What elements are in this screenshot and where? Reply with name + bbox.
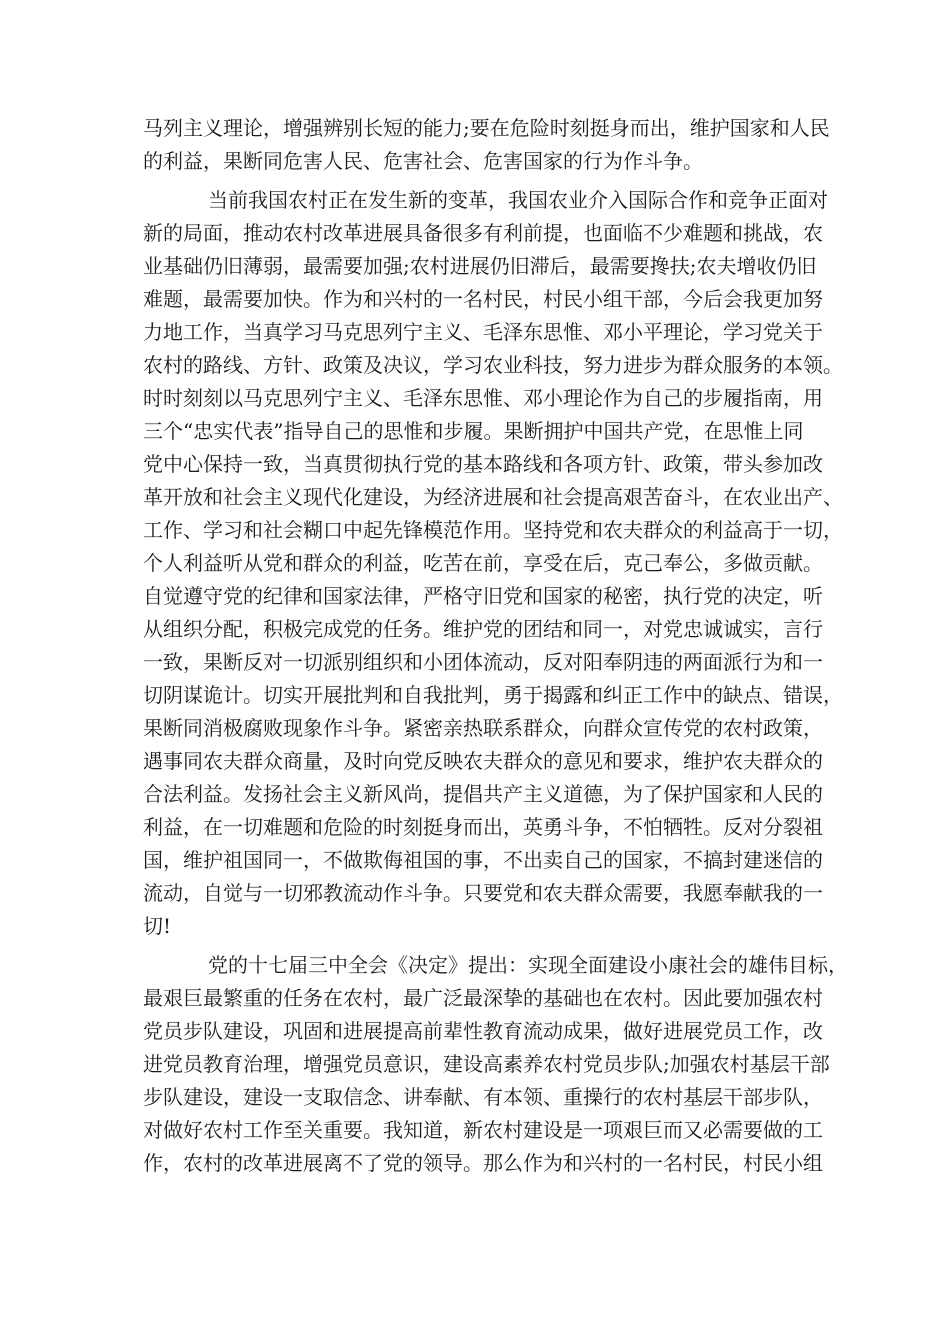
text-line: 果断同消极腐败现象作斗争。紧密亲热联系群众，向群众宣传党的农村政策， (143, 716, 823, 740)
text-line: 党的十七届三中全会《决定》提出：实现全面建设小康社会的雄伟目标， (208, 953, 848, 977)
text-line: 工作、学习和社会糊口中起先锋模范作用。坚持党和农夫群众的利益高于一切， (143, 518, 843, 542)
text-line: 力地工作，当真学习马克思列宁主义、毛泽东思惟、邓小平理论，学习党关于 (143, 320, 823, 344)
text-line: 的利益，果断同危害人民、危害社会、危害国家的行为作斗争。 (143, 149, 703, 173)
text-line: 革开放和社会主义现代化建设，为经济进展和社会提高艰苦奋斗，在农业出产、 (143, 485, 843, 509)
text-line: 国，维护祖国同一，不做欺侮祖国的事，不出卖自己的国家，不搞封建迷信的 (143, 848, 823, 872)
text-line: 难题，最需要加快。作为和兴村的一名村民，村民小组干部，今后会我更加努 (143, 287, 823, 311)
text-line: 合法利益。发扬社会主义新风尚，提倡共产主义道德，为了保护国家和人民的 (143, 782, 823, 806)
text-line: 对做好农村工作至关重要。我知道，新农村建设是一项艰巨而又必需要做的工 (143, 1118, 823, 1142)
text-line: 个人利益听从党和群众的利益，吃苦在前，享受在后，克己奉公，多做贡献。 (143, 551, 823, 575)
text-line: 切阴谋诡计。切实开展批判和自我批判，勇于揭露和纠正工作中的缺点、错误， (143, 683, 843, 707)
text-line: 利益，在一切难题和危险的时刻挺身而出，英勇斗争，不怕牺牲。反对分裂祖 (143, 815, 823, 839)
text-line: 三个“忠实代表”指导自己的思惟和步履。果断拥护中国共产党，在思惟上同 (143, 419, 804, 443)
text-line: 遇事同农夫群众商量，及时向党反映农夫群众的意见和要求，维护农夫群众的 (143, 749, 823, 773)
text-line: 最艰巨最繁重的任务在农村，最广泛最深挚的基础也在农村。因此要加强农村 (143, 986, 823, 1010)
text-line: 自觉遵守党的纪律和国家法律，严格守旧党和国家的秘密，执行党的决定，听 (143, 584, 823, 608)
text-line: 切! (143, 914, 172, 938)
text-line: 步队建设，建设一支取信念、讲奉献、有本领、重操行的农村基层干部步队， (143, 1085, 823, 1109)
text-line: 时时刻刻以马克思列宁主义、毛泽东思惟、邓小理论作为自己的步履指南，用 (143, 386, 823, 410)
text-line: 流动，自觉与一切邪教流动作斗争。只要党和农夫群众需要，我愿奉献我的一 (143, 881, 823, 905)
text-line: 作，农村的改革进展离不了党的领导。那么作为和兴村的一名村民，村民小组 (143, 1151, 823, 1175)
text-line: 党员步队建设，巩固和进展提高前辈性教育流动成果，做好进展党员工作，改 (143, 1019, 823, 1043)
text-line: 从组织分配，积极完成党的任务。维护党的团结和同一，对党忠诚诚实，言行 (143, 617, 823, 641)
text-line: 进党员教育治理，增强党员意识，建设高素养农村党员步队;加强农村基层干部 (143, 1052, 830, 1076)
text-line: 当前我国农村正在发生新的变革，我国农业介入国际合作和竞争正面对 (208, 188, 828, 212)
text-line: 新的局面，推动农村改革进展具备很多有利前提，也面临不少难题和挑战，农 (143, 221, 823, 245)
text-line: 马列主义理论，增强辨别长短的能力;要在危险时刻挺身而出，维护国家和人民 (143, 116, 830, 140)
text-line: 一致，果断反对一切派别组织和小团体流动，反对阳奉阴违的两面派行为和一 (143, 650, 823, 674)
text-line: 党中心保持一致，当真贯彻执行党的基本路线和各项方针、政策，带头参加改 (143, 452, 823, 476)
text-line: 业基础仍旧薄弱，最需要加强;农村进展仍旧滞后，最需要搀扶;农夫增收仍旧 (143, 254, 817, 278)
text-line: 农村的路线、方针、政策及决议，学习农业科技，努力进步为群众服务的本领。 (143, 353, 843, 377)
